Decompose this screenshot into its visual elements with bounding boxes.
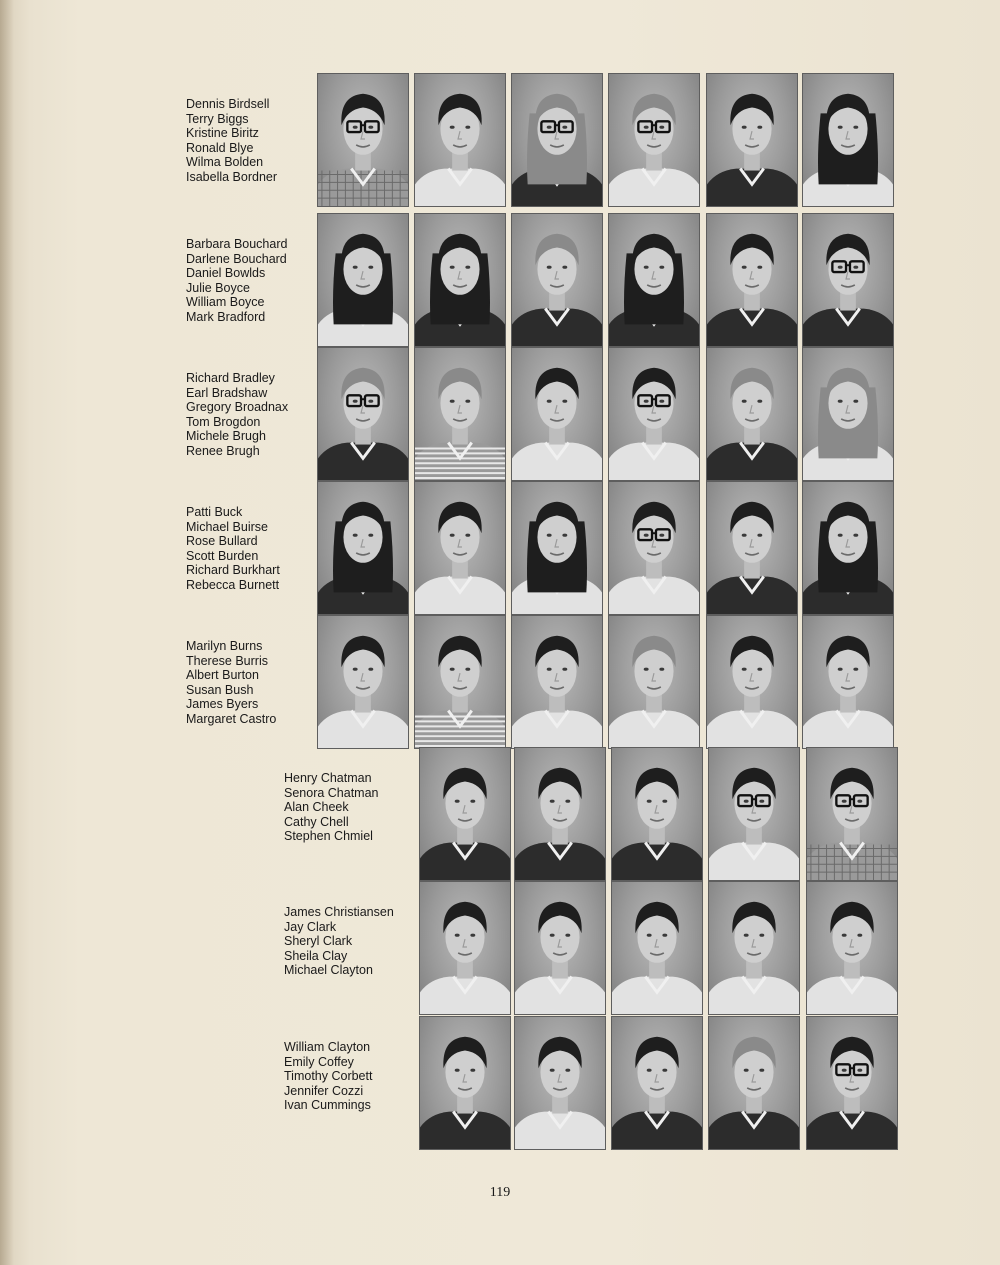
- portrait-figure: [707, 214, 797, 346]
- student-photo: [419, 881, 511, 1015]
- student-photo: [706, 615, 798, 749]
- student-name: James Christiansen: [284, 905, 394, 919]
- student-photo: [806, 881, 898, 1015]
- student-name: Julie Boyce: [186, 280, 250, 295]
- portrait-figure: [609, 214, 699, 346]
- student-name: Tom Brogdon: [186, 414, 261, 429]
- student-name: Michael Buirse: [186, 519, 268, 534]
- student-name: Michele Brugh: [186, 429, 266, 444]
- student-name: Therese Burris: [186, 653, 268, 668]
- student-name: Isabella Bordner: [186, 169, 278, 184]
- portrait-figure: [415, 616, 505, 748]
- student-row: [0, 1016, 1000, 1150]
- student-photo: [514, 881, 606, 1015]
- portrait-figure: [512, 348, 602, 480]
- student-photo: [414, 347, 506, 481]
- student-photo: [708, 881, 800, 1015]
- student-photo: [317, 481, 409, 615]
- portrait-figure: [415, 214, 505, 346]
- student-photo: [317, 73, 409, 207]
- student-name: Sheila Clay: [284, 948, 348, 963]
- portrait-figure: [515, 748, 605, 880]
- portrait-figure: [609, 616, 699, 748]
- portrait-figure: [415, 348, 505, 480]
- student-name: Cathy Chell: [284, 814, 349, 829]
- portrait-figure: [609, 482, 699, 614]
- student-photo: [706, 481, 798, 615]
- student-name: Stephen Chmiel: [284, 829, 373, 844]
- student-photo: [708, 747, 800, 881]
- student-name: Jennifer Cozzi: [284, 1083, 364, 1098]
- student-name: Renee Brugh: [186, 443, 260, 458]
- portrait-figure: [515, 882, 605, 1014]
- student-photo: [414, 73, 506, 207]
- portrait-figure: [420, 882, 510, 1014]
- portrait-figure: [707, 482, 797, 614]
- portrait-figure: [318, 214, 408, 346]
- student-name: Alan Cheek: [284, 800, 349, 815]
- student-name: Emily Coffey: [284, 1054, 354, 1069]
- student-row: [0, 73, 1000, 207]
- student-photo: [802, 213, 894, 347]
- portrait-figure: [612, 1017, 702, 1149]
- student-photo: [414, 213, 506, 347]
- student-photo: [608, 615, 700, 749]
- student-name: Mark Bradford: [186, 309, 266, 324]
- student-name: Richard Burkhart: [186, 563, 280, 578]
- student-photo: [511, 615, 603, 749]
- student-photo: [419, 747, 511, 881]
- student-name: William Boyce: [186, 295, 265, 310]
- student-name: Jay Clark: [284, 919, 337, 934]
- student-photo: [317, 615, 409, 749]
- student-name: Scott Burden: [186, 548, 259, 563]
- student-row: [0, 615, 1000, 749]
- portrait-figure: [318, 482, 408, 614]
- student-name: Barbara Bouchard: [186, 237, 288, 251]
- student-photo: [708, 1016, 800, 1150]
- student-name: Marilyn Burns: [186, 639, 263, 653]
- portrait-figure: [609, 348, 699, 480]
- portrait-figure: [803, 616, 893, 748]
- student-row: [0, 747, 1000, 881]
- student-row: [0, 881, 1000, 1015]
- student-name: Michael Clayton: [284, 963, 373, 978]
- student-name: William Clayton: [284, 1040, 371, 1054]
- name-list: [186, 97, 277, 185]
- student-photo: [611, 881, 703, 1015]
- student-name: Earl Bradshaw: [186, 385, 268, 400]
- student-name: Rose Bullard: [186, 534, 258, 549]
- student-photo: [317, 347, 409, 481]
- student-photo: [706, 347, 798, 481]
- portrait-figure: [807, 1017, 897, 1149]
- portrait-figure: [512, 74, 602, 206]
- portrait-figure: [612, 748, 702, 880]
- portrait-figure: [512, 214, 602, 346]
- student-name: James Byers: [186, 697, 259, 712]
- student-name: Timothy Corbett: [284, 1069, 373, 1084]
- student-photo: [317, 213, 409, 347]
- student-photo: [706, 213, 798, 347]
- portrait-figure: [415, 74, 505, 206]
- name-list: [284, 1040, 372, 1113]
- portrait-figure: [807, 748, 897, 880]
- student-name: Henry Chatman: [284, 771, 372, 785]
- student-photo: [802, 73, 894, 207]
- student-photo: [802, 347, 894, 481]
- student-name: Darlene Bouchard: [186, 251, 287, 266]
- student-name: Patti Buck: [186, 505, 243, 519]
- student-row: [0, 213, 1000, 347]
- student-photo: [514, 1016, 606, 1150]
- student-photo: [611, 1016, 703, 1150]
- student-name: Wilma Bolden: [186, 155, 264, 170]
- student-photo: [802, 615, 894, 749]
- portrait-figure: [707, 348, 797, 480]
- portrait-figure: [709, 882, 799, 1014]
- student-row: [0, 481, 1000, 615]
- portrait-figure: [709, 1017, 799, 1149]
- portrait-figure: [318, 616, 408, 748]
- student-photo: [419, 1016, 511, 1150]
- page-number: 119: [489, 1185, 511, 1200]
- student-photo: [608, 213, 700, 347]
- student-photo: [511, 347, 603, 481]
- student-name: Albert Burton: [186, 668, 259, 683]
- portrait-figure: [707, 616, 797, 748]
- student-name: Sheryl Clark: [284, 934, 353, 949]
- student-name: Ronald Blye: [186, 140, 254, 155]
- portrait-figure: [512, 482, 602, 614]
- student-name: Ivan Cummings: [284, 1098, 371, 1113]
- portrait-figure: [709, 748, 799, 880]
- student-photo: [706, 73, 798, 207]
- student-photo: [608, 347, 700, 481]
- student-name: Daniel Bowlds: [186, 266, 266, 281]
- student-photo: [414, 615, 506, 749]
- student-photo: [608, 73, 700, 207]
- student-name: Margaret Castro: [186, 711, 277, 726]
- name-list: [186, 371, 288, 459]
- portrait-figure: [803, 482, 893, 614]
- portrait-figure: [612, 882, 702, 1014]
- student-photo: [511, 213, 603, 347]
- portrait-figure: [807, 882, 897, 1014]
- name-list: [186, 505, 280, 593]
- portrait-figure: [420, 1017, 510, 1149]
- student-photo: [608, 481, 700, 615]
- portrait-figure: [420, 748, 510, 880]
- portrait-figure: [318, 348, 408, 480]
- portrait-figure: [609, 74, 699, 206]
- student-name: Rebecca Burnett: [186, 577, 280, 592]
- portrait-figure: [803, 214, 893, 346]
- student-photo: [511, 73, 603, 207]
- student-name: Dennis Birdsell: [186, 97, 270, 111]
- student-photo: [514, 747, 606, 881]
- student-photo: [806, 747, 898, 881]
- student-name: Susan Bush: [186, 682, 254, 697]
- portrait-figure: [707, 74, 797, 206]
- student-name: Terry Biggs: [186, 111, 249, 126]
- student-name: Kristine Biritz: [186, 126, 259, 141]
- portrait-figure: [803, 74, 893, 206]
- portrait-figure: [512, 616, 602, 748]
- portrait-figure: [318, 74, 408, 206]
- name-list: [186, 639, 276, 727]
- student-name: Senora Chatman: [284, 785, 379, 800]
- student-name: Richard Bradley: [186, 371, 275, 385]
- portrait-figure: [415, 482, 505, 614]
- name-list: [284, 905, 394, 978]
- student-photo: [802, 481, 894, 615]
- name-list: [284, 771, 379, 844]
- student-photo: [806, 1016, 898, 1150]
- student-photo: [511, 481, 603, 615]
- student-photo: [414, 481, 506, 615]
- portrait-figure: [803, 348, 893, 480]
- student-photo: [611, 747, 703, 881]
- portrait-figure: [515, 1017, 605, 1149]
- student-name: Gregory Broadnax: [186, 400, 289, 415]
- student-row: [0, 347, 1000, 481]
- name-list: [186, 237, 287, 325]
